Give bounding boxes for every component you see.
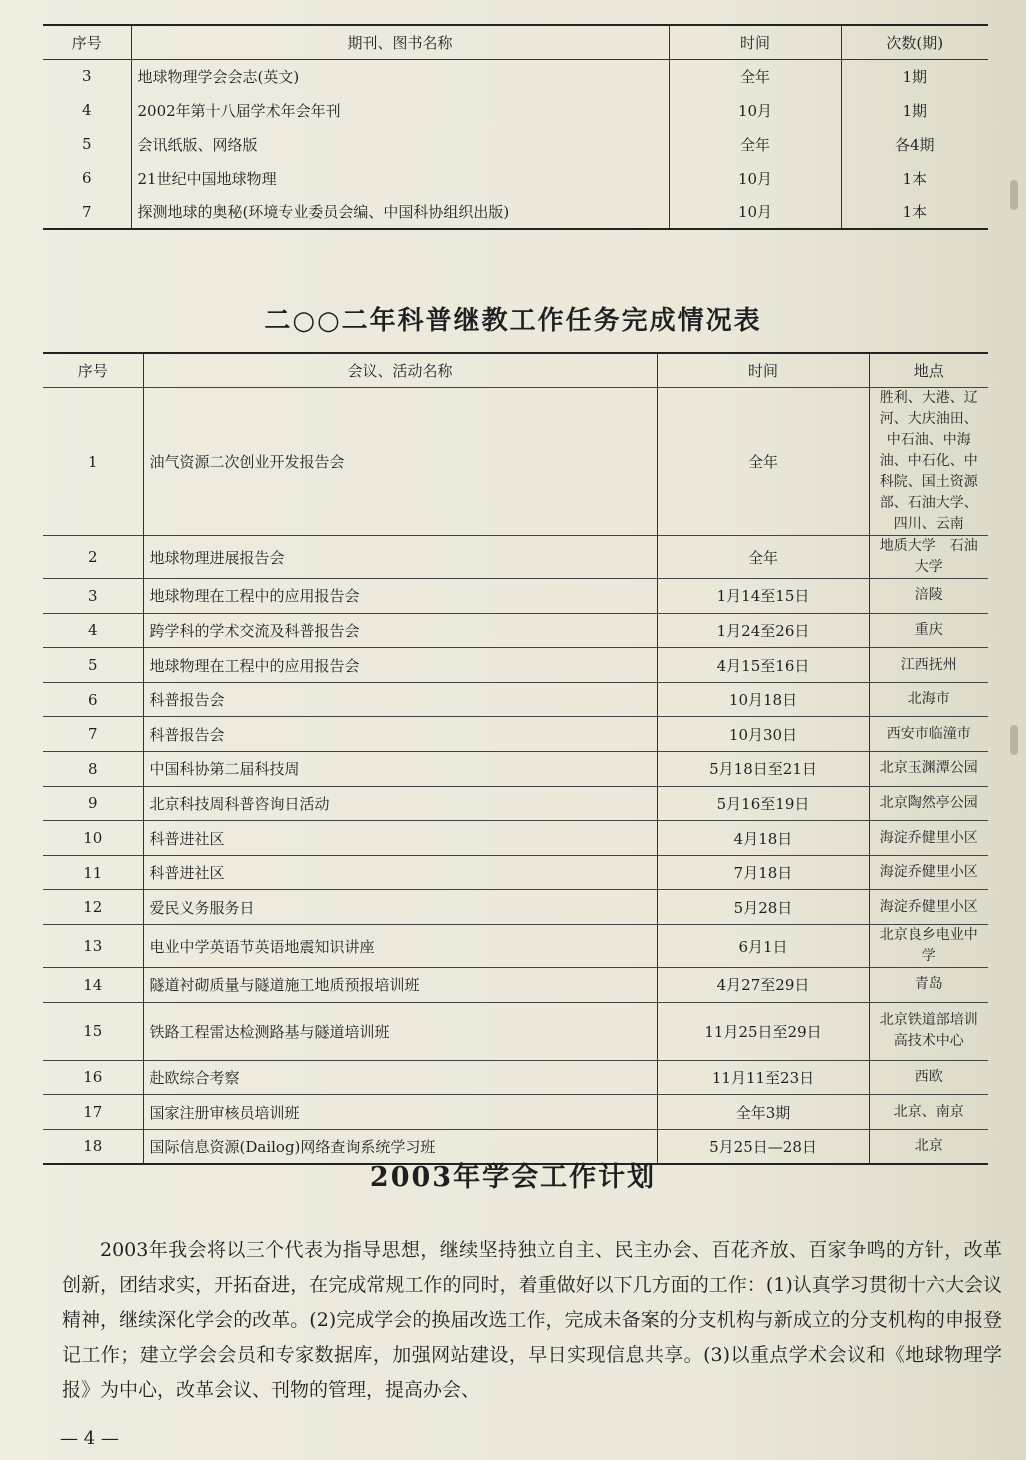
table-row [43, 925, 988, 968]
cell-name: 21世纪中国地球物理 [131, 161, 669, 195]
cell-place: 北京良乡电业中学 [869, 925, 988, 968]
cell-name: 科普报告会 [143, 682, 657, 717]
cell-no: 7 [87, 725, 98, 744]
cell-time: 10月 [669, 93, 841, 127]
cell-no: 9 [87, 794, 98, 813]
table-row [43, 93, 988, 127]
cell-time: 5月16至19日 [657, 786, 869, 821]
table-row [43, 536, 988, 579]
cell-name: 铁路工程雷达检测路基与隧道培训班 [143, 1002, 657, 1060]
cell-time: 4月15至16日 [657, 648, 869, 683]
cell-name: 地球物理在工程中的应用报告会 [143, 579, 657, 614]
cell-no: 17 [83, 1103, 103, 1122]
table-row [43, 1095, 988, 1130]
cell-name: 地球物理学会会志(英文) [131, 59, 669, 93]
activities-table [43, 352, 988, 1165]
cell-place: 西安市临潼市 [869, 717, 988, 752]
cell-name: 隧道衬砌质量与隧道施工地质预报培训班 [143, 968, 657, 1003]
activities-table-title: 二○○二年科普继教工作任务完成情况表 [264, 306, 762, 336]
cell-time: 7月18日 [657, 855, 869, 890]
cell-no: 13 [83, 937, 103, 956]
cell-time: 1月14至15日 [657, 579, 869, 614]
header-no: 序号 [71, 33, 102, 52]
cell-place: 地质大学 石油大学 [869, 536, 988, 579]
cell-no: 16 [83, 1068, 103, 1087]
header-name: 会议、活动名称 [143, 353, 657, 388]
cell-place: 北京铁道部培训高技术中心 [869, 1002, 988, 1060]
cell-place: 北京 [869, 1129, 988, 1164]
cell-time: 11月25日至29日 [657, 1002, 869, 1060]
cell-place: 涪陵 [869, 579, 988, 614]
cell-count: 各4期 [841, 127, 988, 161]
cell-name: 赴欧综合考察 [143, 1060, 657, 1095]
binder-hole [1010, 180, 1018, 210]
cell-count: 1本 [841, 195, 988, 229]
cell-name: 爱民义务服务日 [143, 890, 657, 925]
cell-time: 全年 [657, 388, 869, 536]
cell-name: 地球物理在工程中的应用报告会 [143, 648, 657, 683]
header-name: 期刊、图书名称 [131, 25, 669, 59]
cell-name: 科普进社区 [143, 855, 657, 890]
cell-no: 1 [87, 452, 98, 471]
table-row [43, 717, 988, 752]
cell-name: 会讯纸版、网络版 [131, 127, 669, 161]
cell-name: 地球物理进展报告会 [143, 536, 657, 579]
cell-no: 5 [81, 135, 92, 153]
cell-count: 1本 [841, 161, 988, 195]
cell-place: 北京、南京 [869, 1095, 988, 1130]
cell-no: 14 [83, 975, 103, 994]
publications-table [43, 24, 988, 230]
cell-time: 全年3期 [657, 1095, 869, 1130]
cell-place: 胜利、大港、辽河、大庆油田、中石油、中海油、中石化、中科院、国土资源部、石油大学、四川、云南 [869, 388, 988, 536]
cell-no: 4 [87, 621, 98, 640]
cell-place: 重庆 [869, 613, 988, 648]
cell-no: 7 [81, 202, 92, 221]
table-header-row [43, 25, 988, 59]
table-row [43, 855, 988, 890]
cell-count: 1期 [841, 93, 988, 127]
publications-table-body [43, 59, 988, 229]
cell-time: 5月25日—28日 [657, 1129, 869, 1164]
table-row [43, 388, 988, 536]
table-row [43, 579, 988, 614]
cell-time: 全年 [657, 536, 869, 579]
cell-place: 北京玉渊潭公园 [869, 752, 988, 787]
header-time: 时间 [669, 25, 841, 59]
table-row [43, 648, 988, 683]
cell-time: 全年 [669, 59, 841, 93]
cell-name: 油气资源二次创业开发报告会 [143, 388, 657, 536]
cell-no: 3 [87, 586, 98, 605]
cell-time: 10月30日 [657, 717, 869, 752]
table-row [43, 59, 988, 93]
cell-time: 4月18日 [657, 821, 869, 856]
cell-no: 18 [83, 1137, 103, 1156]
cell-place: 青岛 [869, 968, 988, 1003]
cell-no: 6 [81, 169, 92, 187]
cell-time: 全年 [669, 127, 841, 161]
activities-table-body [43, 388, 988, 1164]
cell-no: 3 [81, 67, 92, 86]
table-row [43, 968, 988, 1003]
table-row [43, 682, 988, 717]
cell-name: 2002年第十八届学术年会年刊 [131, 93, 669, 127]
table-row [43, 752, 988, 787]
table-row [43, 1002, 988, 1060]
cell-no: 11 [83, 863, 103, 882]
cell-name: 跨学科的学术交流及科普报告会 [143, 613, 657, 648]
cell-name: 国际信息资源(Dailog)网络查询系统学习班 [143, 1129, 657, 1164]
table-row [43, 1060, 988, 1095]
cell-no: 12 [83, 898, 103, 917]
plan-title: 2003年学会工作计划 [369, 1162, 657, 1193]
cell-name: 中国科协第二届科技周 [143, 752, 657, 787]
table-row [43, 786, 988, 821]
page-number: — 4 — [60, 1428, 119, 1449]
table-row [43, 195, 988, 229]
cell-name: 国家注册审核员培训班 [143, 1095, 657, 1130]
cell-place: 北海市 [869, 682, 988, 717]
table-row [43, 127, 988, 161]
table-row [43, 821, 988, 856]
cell-place: 海淀乔健里小区 [869, 890, 988, 925]
cell-name: 北京科技周科普咨询日活动 [143, 786, 657, 821]
cell-time: 5月18日至21日 [657, 752, 869, 787]
table-row [43, 613, 988, 648]
cell-time: 4月27至29日 [657, 968, 869, 1003]
cell-name: 科普报告会 [143, 717, 657, 752]
cell-time: 5月28日 [657, 890, 869, 925]
table-row [43, 890, 988, 925]
table-row [43, 161, 988, 195]
cell-place: 海淀乔健里小区 [869, 821, 988, 856]
cell-no: 8 [87, 759, 98, 778]
cell-time: 10月18日 [657, 682, 869, 717]
cell-no: 15 [83, 1022, 103, 1041]
header-no: 序号 [77, 362, 108, 381]
cell-no: 4 [81, 101, 92, 119]
cell-name: 探测地球的奥秘(环境专业委员会编、中国科协组织出版) [131, 195, 669, 229]
cell-place: 北京陶然亭公园 [869, 786, 988, 821]
cell-time: 1月24至26日 [657, 613, 869, 648]
cell-time: 6月1日 [657, 925, 869, 968]
cell-name: 科普进社区 [143, 821, 657, 856]
plan-paragraph: 2003年我会将以三个代表为指导思想，继续坚持独立自主、民主办会、百花齐放、百家争鸣的方针，改革创新，团结求实，开拓奋进，在完成常规工作的同时，着重做好以下几方面的工作：(1)认真学习贯彻十六大会议精神，继续深化学会的改革。(2)完成学会的换届改选工作，完成未备案的分支机构与新成立的分支机构的申报登记工作；建立学会会员和专家数据库，加强网站建设，早日实现信息共享。(3)以重点学术会议和《地球物理学报》为中心，改革会议、刊物的管理，提高办会、 [62, 1239, 1002, 1401]
cell-no: 10 [83, 829, 103, 848]
header-count: 次数(期) [841, 25, 988, 59]
cell-no: 6 [87, 690, 98, 709]
cell-name: 电业中学英语节英语地震知识讲座 [143, 925, 657, 968]
cell-time: 10月 [669, 161, 841, 195]
cell-no: 5 [87, 656, 98, 675]
cell-place: 西欧 [869, 1060, 988, 1095]
binder-hole [1010, 725, 1018, 755]
cell-place: 江西抚州 [869, 648, 988, 683]
cell-time: 10月 [669, 195, 841, 229]
cell-no: 2 [87, 548, 98, 567]
cell-time: 11月11至23日 [657, 1060, 869, 1095]
header-place: 地点 [869, 353, 988, 388]
header-time: 时间 [657, 353, 869, 388]
cell-place: 海淀乔健里小区 [869, 855, 988, 890]
table-header-row [43, 353, 988, 388]
cell-count: 1期 [841, 59, 988, 93]
